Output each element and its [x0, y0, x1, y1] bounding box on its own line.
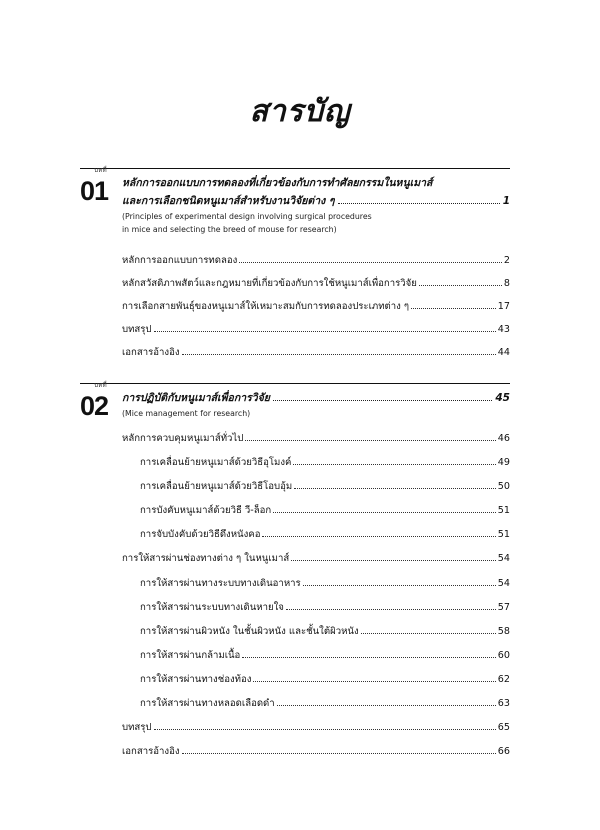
- dot-leader: [245, 439, 495, 441]
- toc-entry-text: บทสรุป: [122, 324, 152, 335]
- dot-leader: [338, 202, 500, 204]
- chapter-page: 45: [495, 392, 510, 404]
- toc-entry-page: 50: [497, 481, 510, 492]
- dot-leader: [419, 284, 502, 286]
- toc-entry-page: 46: [497, 433, 510, 444]
- chapter-title-line2: และการเลือกชนิดหนูเมาส์สำหรับงานวิจัยต่าง ๆ: [122, 195, 335, 207]
- toc-entry-text: การให้สารผ่านระบบทางเดินหายใจ: [140, 602, 284, 613]
- dot-leader: [154, 728, 496, 730]
- toc-entry-text: การเคลื่อนย้ายหนูเมาส์ด้วยวิธีอุโมงค์: [140, 457, 292, 468]
- page-title: สารบัญ: [249, 94, 351, 129]
- toc-entry-page: 2: [503, 255, 510, 266]
- toc-entry-text: การให้สารผ่านทางช่องท้อง: [140, 674, 252, 685]
- toc-entry-text: เอกสารอ้างอิง: [122, 746, 180, 757]
- dot-leader: [303, 584, 496, 586]
- toc-entry-text: การให้สารผ่านช่องทางต่าง ๆ ในหนูเมาส์: [122, 553, 290, 564]
- toc-subentry[interactable]: [140, 625, 510, 639]
- toc-entry[interactable]: [122, 552, 510, 566]
- toc-entry-text: เอกสารอ้างอิง: [122, 347, 180, 358]
- toc-subentry[interactable]: [140, 480, 510, 494]
- toc-entry[interactable]: [122, 277, 510, 291]
- toc-entry-page: 54: [497, 578, 510, 589]
- toc-entry-page: 60: [497, 650, 510, 661]
- chapter-subtitle-line2: in mice and selecting the breed of mouse for research): [122, 225, 337, 234]
- chapter-number: 01: [80, 176, 109, 206]
- dot-leader: [182, 353, 496, 355]
- dot-leader: [242, 656, 495, 658]
- toc-entry-page: 65: [497, 722, 510, 733]
- chapter-subtitle-line1: (Mice management for research): [122, 409, 251, 418]
- toc-entry-page: 49: [497, 457, 510, 468]
- toc-subentry[interactable]: [140, 673, 510, 687]
- dot-leader: [286, 608, 496, 610]
- dot-leader: [294, 487, 496, 489]
- chapter-number: 02: [80, 391, 109, 421]
- dot-leader: [273, 511, 496, 513]
- toc-entry-text: การเลือกสายพันธุ์ของหนูเมาส์ให้เหมาะสมกับการทดลองประเภทต่าง ๆ: [122, 301, 410, 312]
- toc-entry[interactable]: [122, 432, 510, 446]
- toc-entry-text: การจับบังคับด้วยวิธีดึงหนังคอ: [140, 529, 261, 540]
- toc-entry[interactable]: [122, 323, 510, 337]
- toc-subentry[interactable]: [140, 504, 510, 518]
- toc-entry-text: การให้สารผ่านผิวหนัง ในชั้นผิวหนัง และชั้นใต้ผิวหนัง: [140, 626, 359, 637]
- dot-leader: [293, 463, 495, 465]
- dot-leader: [154, 330, 496, 332]
- toc-entry[interactable]: [122, 254, 510, 268]
- toc-entry-page: 43: [497, 324, 510, 335]
- chapter-title[interactable]: [122, 174, 510, 192]
- toc-subentry[interactable]: [140, 456, 510, 470]
- toc-entry-page: 63: [497, 698, 510, 709]
- toc-entry-text: บทสรุป: [122, 722, 152, 733]
- dot-leader: [361, 632, 496, 634]
- chapter-title-line1: หลักการออกแบบการทดลองที่เกี่ยวข้องกับการทำศัลยกรรมในหนูเมาส์: [122, 177, 433, 189]
- toc-subentry[interactable]: [140, 697, 510, 711]
- toc-entry-text: หลักสวัสดิภาพสัตว์และกฎหมายที่เกี่ยวข้องกับการใช้หนูเมาส์เพื่อการวิจัย: [122, 278, 417, 289]
- toc-entry-page: 66: [497, 746, 510, 757]
- toc-entry-page: 44: [497, 347, 510, 358]
- chapter-tag: บทที่: [94, 166, 107, 174]
- toc-entry[interactable]: [122, 745, 510, 759]
- chapter-divider: [80, 168, 510, 169]
- chapter-tag: บทที่: [94, 381, 107, 389]
- dot-leader: [411, 307, 496, 309]
- dot-leader: [239, 261, 502, 263]
- toc-entry-text: การให้สารผ่านทางหลอดเลือดดำ: [140, 698, 275, 709]
- dot-leader: [277, 704, 496, 706]
- toc-subentry[interactable]: [140, 601, 510, 615]
- toc-entry-page: 51: [497, 529, 510, 540]
- toc-entry-text: การบังคับหนูเมาส์ด้วยวิธี วี-ล็อก: [140, 505, 272, 516]
- toc-entry-text: การให้สารผ่านทางระบบทางเดินอาหาร: [140, 578, 301, 589]
- dot-leader: [262, 535, 495, 537]
- toc-entry-text: หลักการควบคุมหนูเมาส์ทั่วไป: [122, 433, 244, 444]
- toc-subentry[interactable]: [140, 577, 510, 591]
- dot-leader: [182, 752, 496, 754]
- toc-subentry[interactable]: [140, 528, 510, 542]
- toc-subentry[interactable]: [140, 649, 510, 663]
- toc-entry[interactable]: [122, 721, 510, 735]
- toc-entry-page: 58: [497, 626, 510, 637]
- toc-entry-page: 51: [497, 505, 510, 516]
- toc-entry[interactable]: [122, 300, 510, 314]
- chapter-title-line1: การปฏิบัติกับหนูเมาส์เพื่อการวิจัย: [122, 392, 270, 404]
- dot-leader: [253, 680, 495, 682]
- toc-entry-page: 62: [497, 674, 510, 685]
- dot-leader: [273, 399, 492, 401]
- toc-entry-page: 54: [497, 553, 510, 564]
- chapter-title-line2-row[interactable]: [122, 192, 510, 210]
- chapter-title[interactable]: [122, 389, 510, 407]
- toc-entry-text: การเคลื่อนย้ายหนูเมาส์ด้วยวิธีโอบอุ้ม: [140, 481, 293, 492]
- dot-leader: [291, 559, 496, 561]
- toc-entry[interactable]: [122, 346, 510, 360]
- chapter-subtitle-line1: (Principles of experimental design involving surgical procedures: [122, 212, 372, 221]
- toc-entry-page: 8: [503, 278, 510, 289]
- toc-entry-page: 57: [497, 602, 510, 613]
- toc-entry-text: หลักการออกแบบการทดลอง: [122, 255, 238, 266]
- chapter-page: 1: [502, 195, 510, 207]
- chapter-divider: [80, 383, 510, 384]
- toc-entry-page: 17: [497, 301, 510, 312]
- toc-entry-text: การให้สารผ่านกล้ามเนื้อ: [140, 650, 241, 661]
